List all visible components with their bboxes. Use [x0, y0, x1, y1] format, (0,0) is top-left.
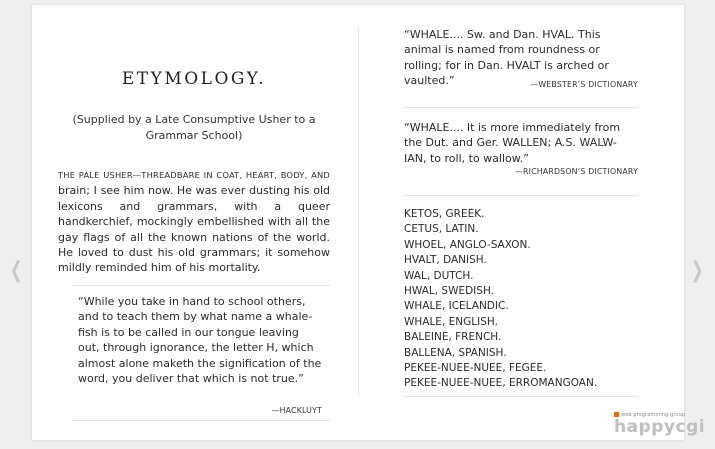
usher-paragraph [58, 167, 330, 276]
chevron-left-icon: ❮ [9, 258, 23, 283]
logo-tagline: web programming group [614, 412, 705, 418]
webster-quote: “WHALE.... Sw. and Dan. HVAL. This animal is named from roundness or rolling; for in Dan. HVALT is arched or vaulted.” [404, 28, 609, 88]
list-item: HWAL, SWEDISH. [404, 285, 494, 298]
right-page [404, 5, 638, 440]
list-item: WHOEL, ANGLO-SAXON. [404, 238, 531, 251]
list-item: WHALE, ENGLISH. [404, 315, 498, 328]
list-item: CETUS, LATIN. [404, 223, 479, 236]
book-viewer [32, 5, 684, 440]
subtitle-line-2: Grammar School) [145, 129, 243, 142]
list-item: PEKEE-NUEE-NUEE, ERROMANGOAN. [404, 377, 598, 390]
logo-wordmark: happycgi [614, 417, 706, 437]
next-page-button[interactable] [691, 258, 704, 283]
list-item: BALEINE, FRENCH. [404, 331, 502, 344]
whale-word-list [404, 207, 638, 392]
divider [72, 420, 330, 421]
subtitle-line-1: (Supplied by a Late Consumptive Usher to a [72, 113, 316, 126]
hackluyt-quote: “While you take in hand to school others, and to teach them by what name a whale-fish is to be called in our tongue leaving out, through ignorance, the letter H, which almost alone maketh the signification of the word, you deliver that which is not true.” [78, 295, 322, 386]
previous-page-button[interactable] [10, 258, 23, 283]
left-page [58, 5, 330, 440]
divider [404, 396, 638, 397]
chapter-subtitle [58, 112, 330, 144]
richardson-quote: “WHALE.... It is more immediately from the Dut. and Ger. WALLEN; A.S. WALW-IAN, to roll, to wallow.” [404, 121, 621, 165]
page-spine-divider [358, 27, 359, 395]
hackluyt-attribution: —HACKLUYT [271, 406, 322, 415]
divider [404, 107, 638, 108]
list-item: WAL, DUTCH. [404, 269, 474, 282]
usher-paragraph-lead: THE PALE USHER—THREADBARE IN COAT, HEART, BODY, AND [58, 170, 330, 180]
chapter-title: ETYMOLOGY. [121, 69, 267, 89]
webster-attribution: —WEBSTER’S DICTIONARY [530, 80, 638, 89]
divider [72, 285, 330, 286]
happycgi-logo [614, 412, 705, 436]
list-item: BALLENA, SPANISH. [404, 346, 507, 359]
chevron-right-icon: ❯ [690, 258, 704, 283]
list-item: WHALE, ICELANDIC. [404, 300, 509, 313]
divider [404, 195, 638, 196]
list-item: HVALT, DANISH. [404, 254, 487, 267]
list-item: KETOS, GREEK. [404, 208, 485, 220]
usher-paragraph-body: brain; I see him now. He was ever dusting his old lexicons and grammars, with a queer handkerchief, mockingly embellished with all the gay flags of all the known nations of the world. He loved to dust his old grammars; it somehow mildly reminded him of his mortality. [58, 184, 330, 275]
list-item: PEKEE-NUEE-NUEE, FEGEE. [404, 362, 547, 375]
richardson-attribution: —RICHARDSON’S DICTIONARY [515, 167, 638, 176]
